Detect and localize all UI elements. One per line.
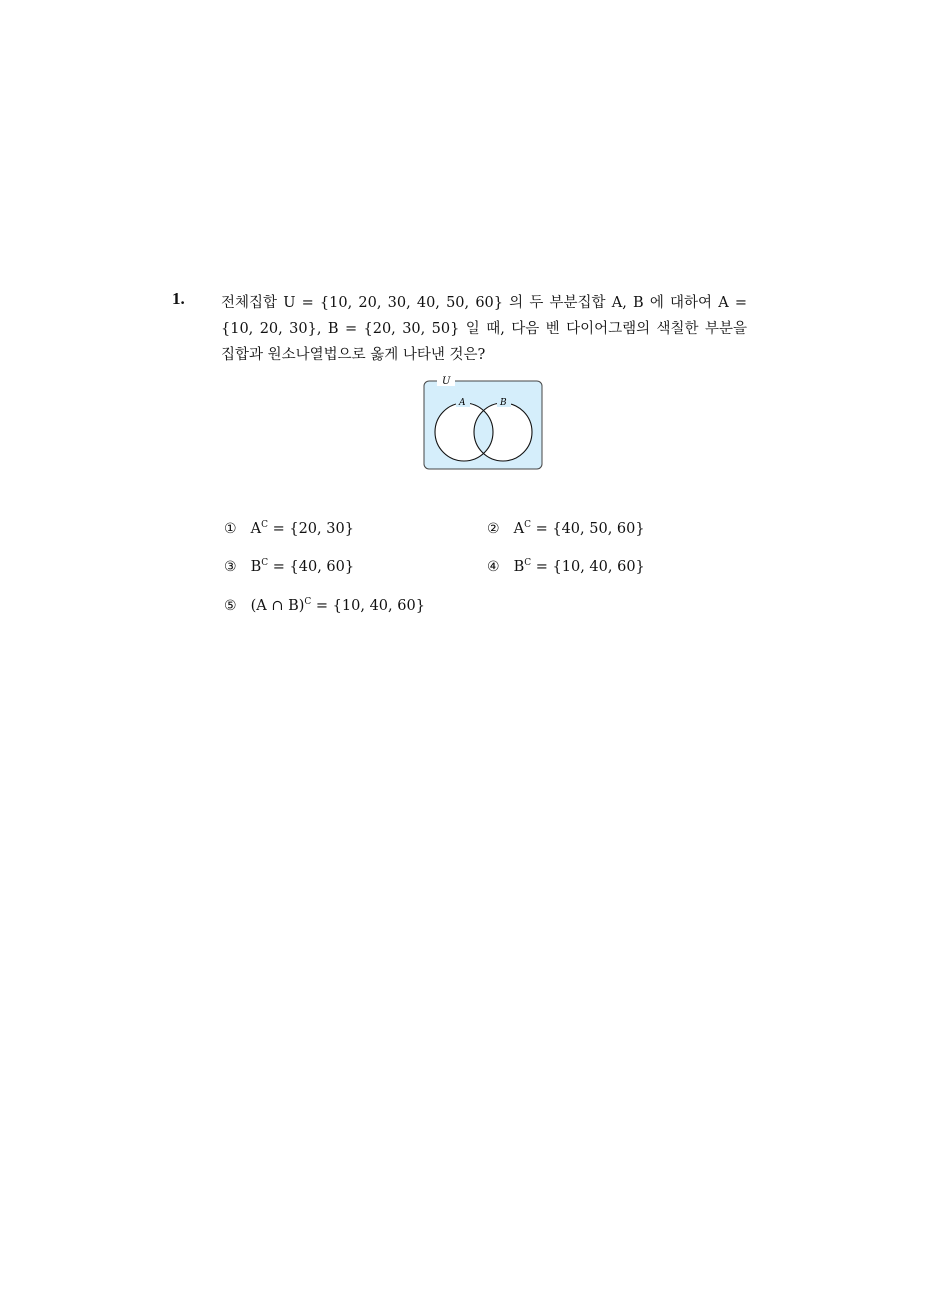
- choice-4[interactable]: [487, 558, 645, 575]
- choice-text: $A^C = \{20$, 30}: [250, 520, 354, 537]
- question-line-2: {10, 20, 30}, B = {20, 30, 50} 일 때, 다음 벤 다이어그램의 색칠한 부분을: [221, 321, 747, 337]
- venn-diagram: [420, 372, 548, 476]
- choice-text: $B^C = \{40$, 60}: [250, 558, 355, 575]
- choice-text: (A ∩ B)$^C$ = {10, 40, 60}: [250, 597, 425, 614]
- choice-3[interactable]: [224, 558, 354, 575]
- venn-set-b-label: B: [500, 398, 507, 408]
- choice-1[interactable]: [224, 520, 354, 537]
- choice-marker: ③: [224, 558, 237, 575]
- choice-marker: ⑤: [224, 597, 237, 614]
- venn-universe-label: U: [442, 376, 451, 387]
- question-number: 1.: [172, 289, 185, 308]
- choice-marker: ①: [224, 520, 237, 537]
- choice-text: $B^C = \{10$, 40, 60}: [513, 558, 645, 575]
- question-line-1: 전체집합 U = {10, 20, 30, 40, 50, 60} 의 두 부분집합 A, B 에 대하여 A =: [221, 295, 747, 311]
- question-line-3: 집합과 원소나열법으로 옳게 나타낸 것은?: [221, 347, 486, 363]
- venn-set-a-label: A: [459, 398, 466, 408]
- choice-marker: ②: [487, 520, 500, 537]
- choice-2[interactable]: [487, 520, 645, 537]
- choice-5[interactable]: [224, 597, 425, 614]
- choice-marker: ④: [487, 558, 500, 575]
- choice-text: $A^C = \{40$, 50, 60}: [513, 520, 645, 537]
